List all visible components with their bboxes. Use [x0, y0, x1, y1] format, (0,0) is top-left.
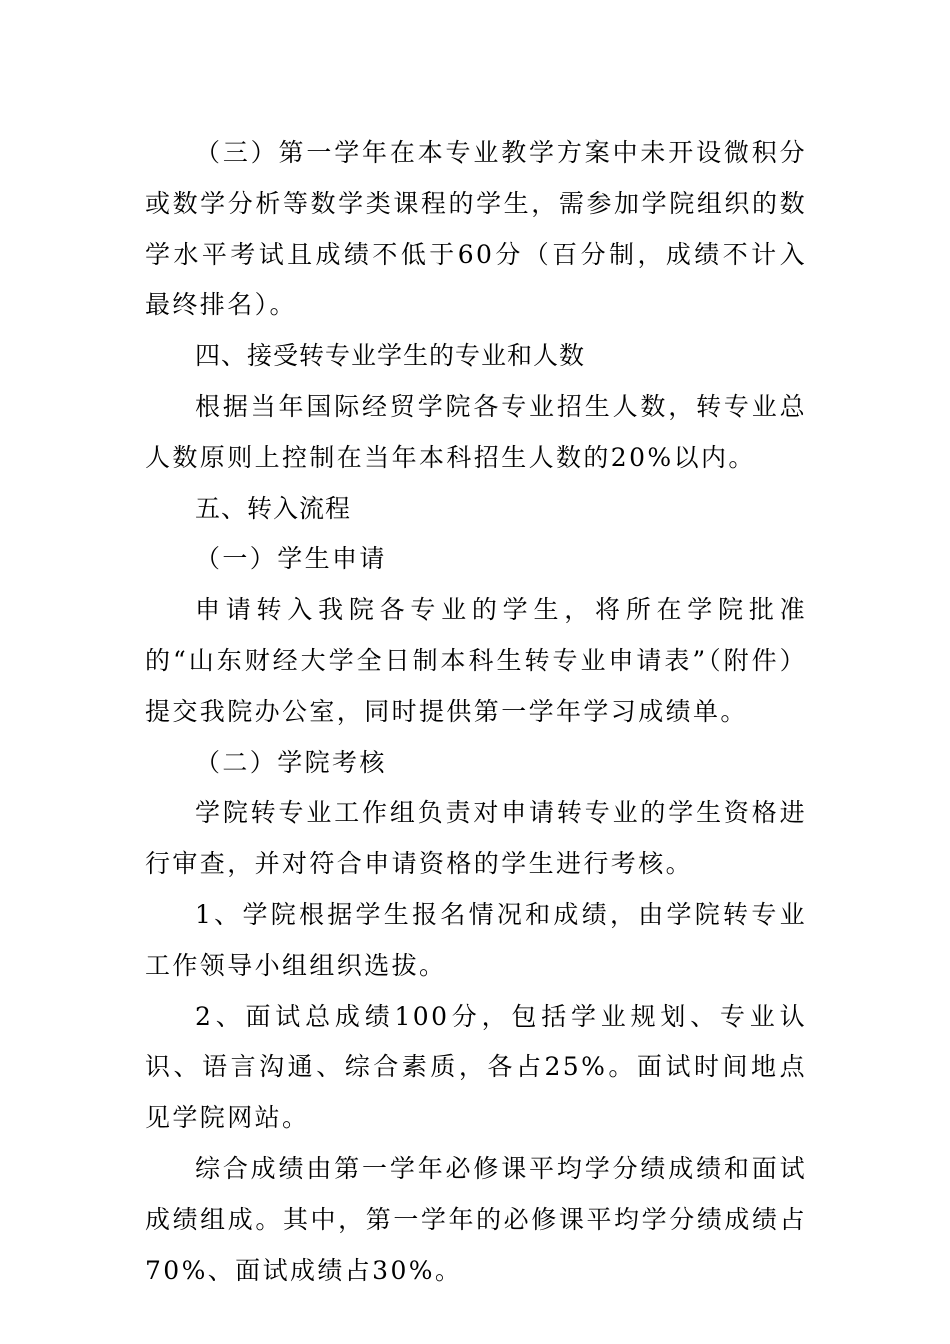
subheading-assessment: （二）学院考核 — [195, 747, 387, 777]
paragraph-interview: 2、面试总成绩100分，包括学业规划、专业认识、语言沟通、综合素质，各占25%。面试时间地点见学院网站。 — [145, 1001, 807, 1133]
paragraph-selection: 1、学院根据学生报名情况和成绩，由学院转专业工作领导小组组织选拔。 — [145, 899, 807, 980]
paragraph-math-requirement: （三）第一学年在本专业教学方案中未开设微积分或数学分析等数学类课程的学生，需参加学院组织的数学水平考试且成绩不低于60分（百分制，成绩不计入最终排名）。 — [145, 138, 807, 320]
document-page — [145, 128, 807, 1296]
paragraph-quota: 根据当年国际经贸学院各专业招生人数，转专业总人数原则上控制在当年本科招生人数的20%以内。 — [145, 391, 807, 472]
section-heading-quota: 四、接受转专业学生的专业和人数 — [195, 341, 586, 371]
paragraph-composite-score: 综合成绩由第一学年必修课平均学分绩成绩和面试成绩组成。其中，第一学年的必修课平均学分绩成绩占70%、面试成绩占30%。 — [145, 1153, 807, 1285]
paragraph-application: 申请转入我院各专业的学生，将所在学院批准的“山东财经大学全日制本科生转专业申请表”（附件）提交我院办公室，同时提供第一学年学习成绩单。 — [145, 595, 807, 726]
paragraph-assessment: 学院转专业工作组负责对申请转专业的学生资格进行审查，并对符合申请资格的学生进行考核。 — [145, 798, 807, 879]
section-heading-process: 五、转入流程 — [195, 493, 352, 523]
subheading-application: （一）学生申请 — [195, 544, 387, 574]
